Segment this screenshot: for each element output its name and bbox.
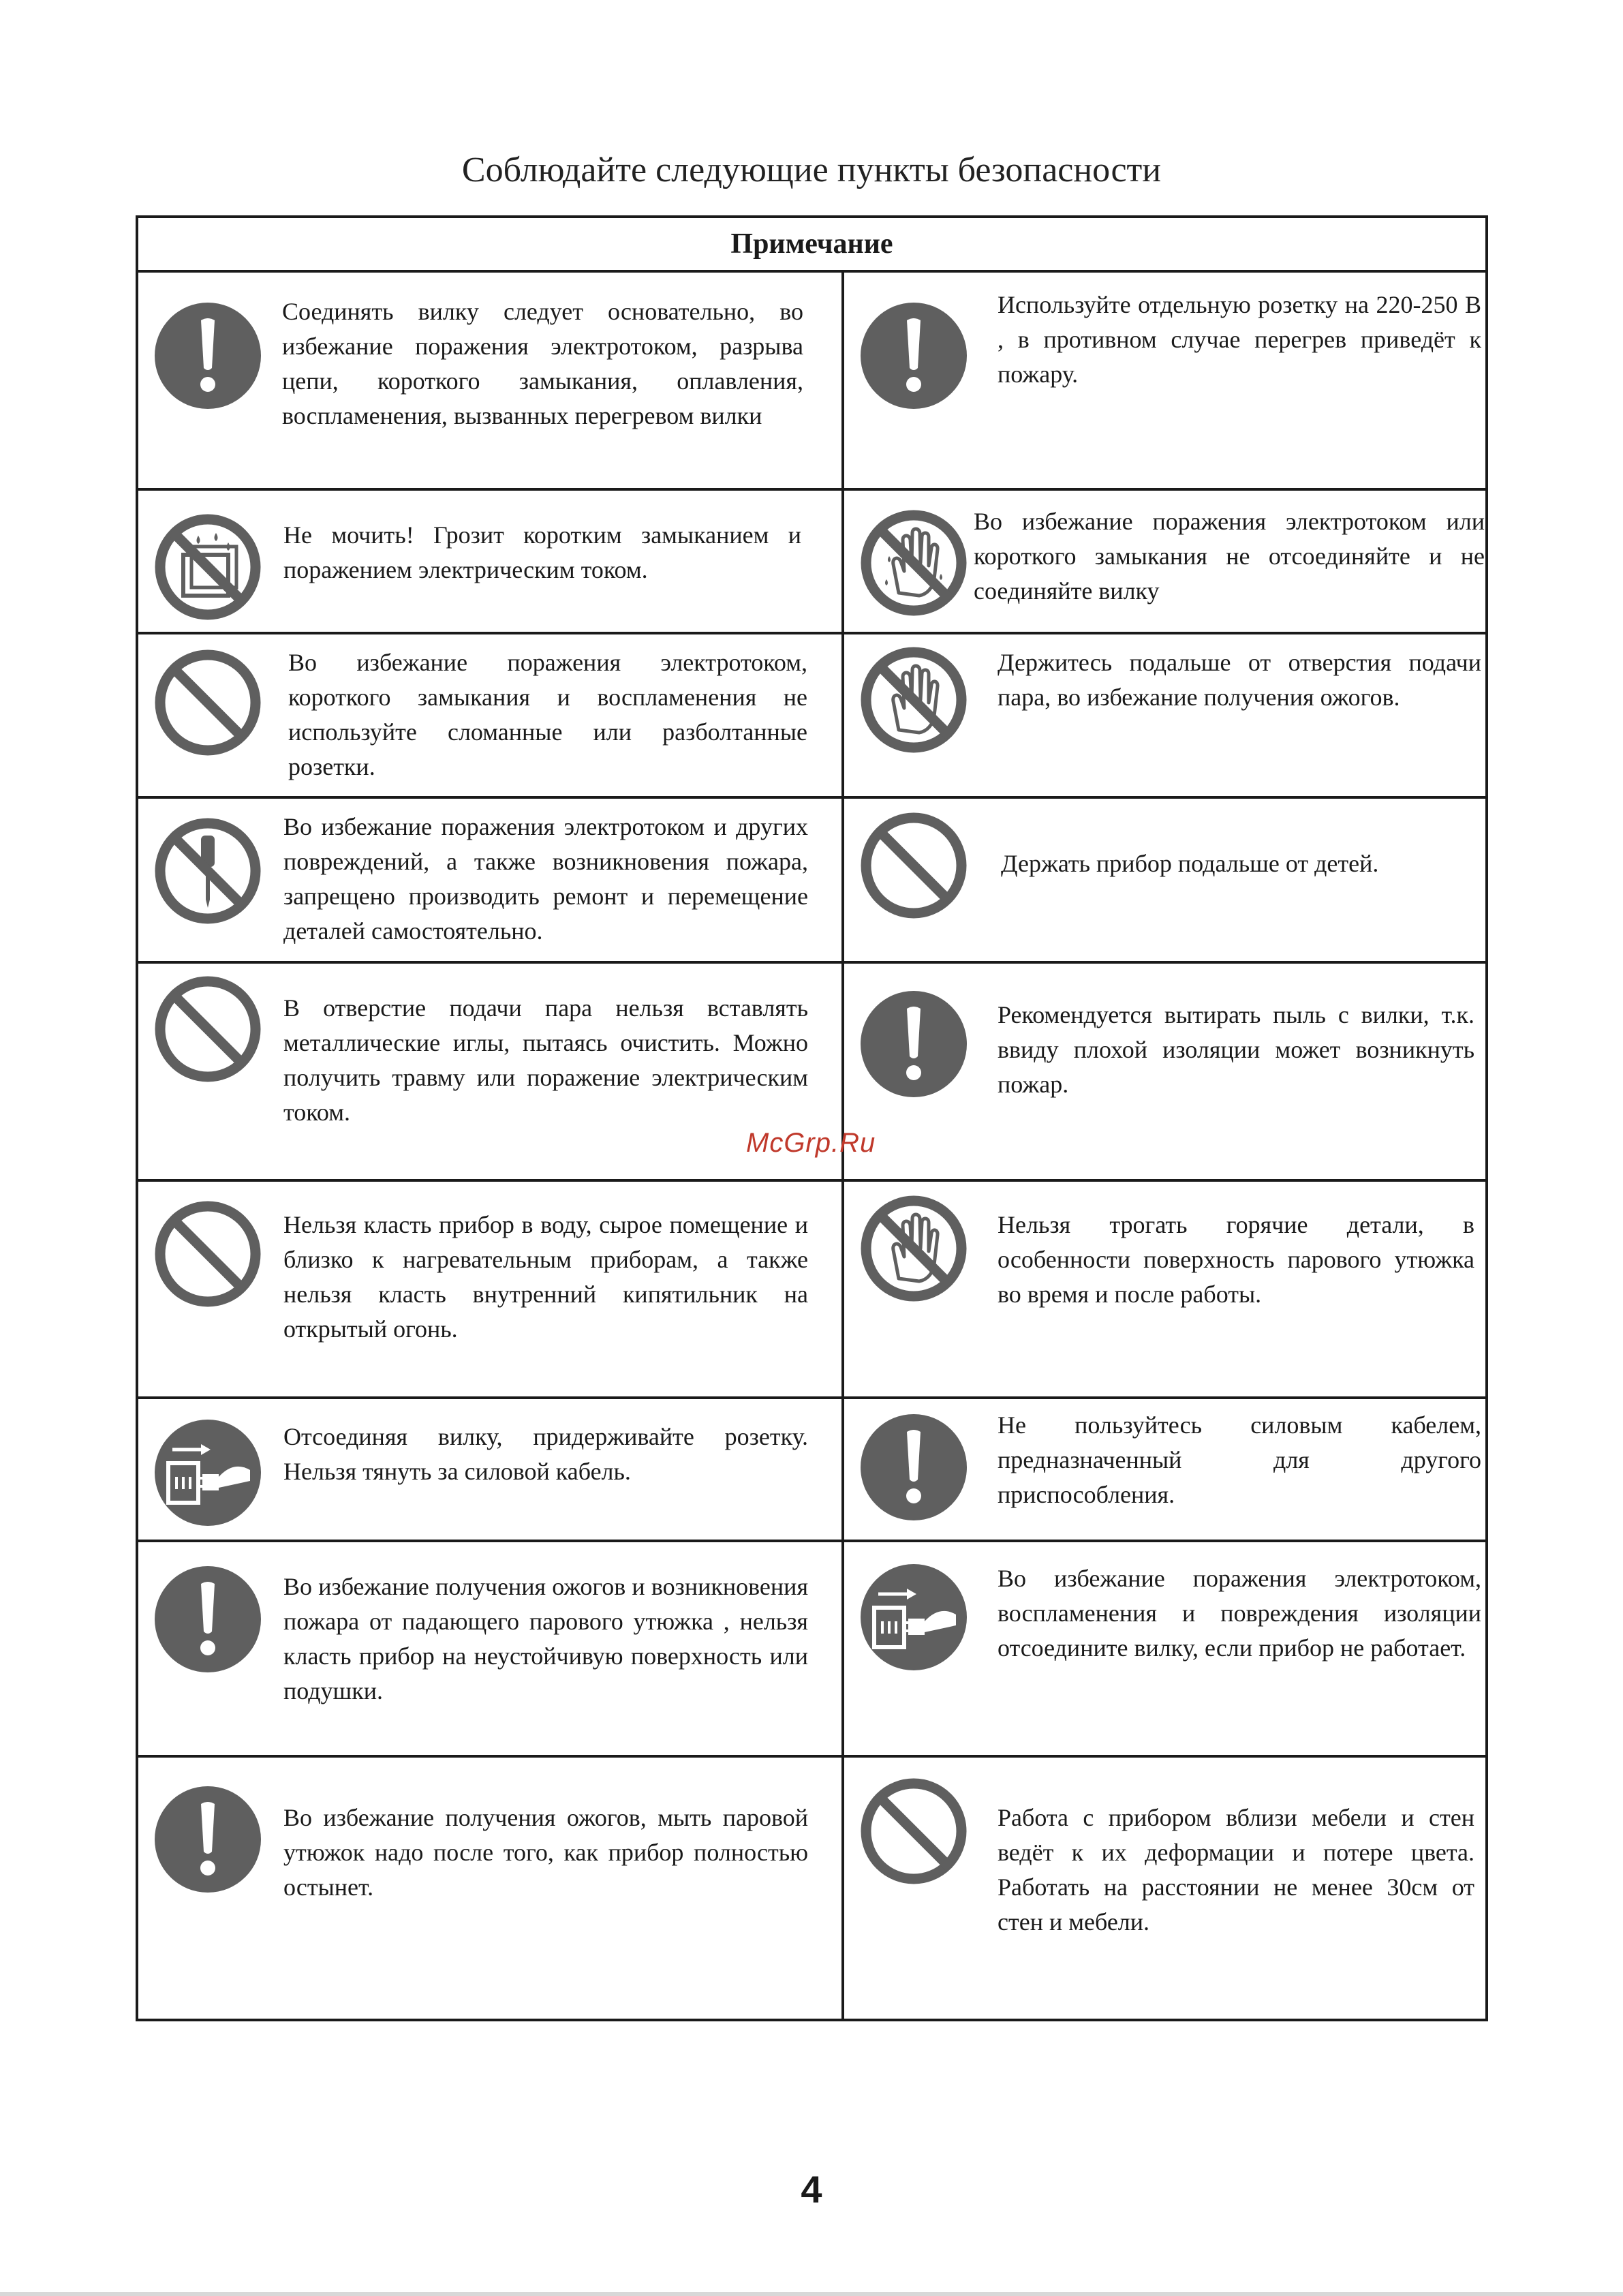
exclamation-icon [859, 990, 968, 1099]
notice-text: Во избежание поражения электротоком или короткого замыкания не отсоединяйте и не соединяйте вилку [974, 508, 1485, 604]
notice-cell [138, 797, 841, 962]
exclamation-icon [859, 301, 968, 410]
notice-cell [844, 962, 1488, 1180]
notice-text: Не мочить! Грозит коротким замыканием и поражением электрическим током. [283, 521, 801, 583]
safety-table [136, 215, 1488, 2021]
watermark: McGrp.Ru [746, 1128, 876, 1158]
notice-cell [844, 1756, 1488, 2021]
notice-text: Работа с прибором вблизи мебели и стен ведёт к их деформации и потере цвета. Работать на расстоянии не менее 30см от стен и мебели. [998, 1804, 1474, 1935]
notice-text: Во избежание поражения электротоком, воспламенения и повреждения изоляции отсоедините вилку, если прибор не работает. [998, 1565, 1481, 1662]
notice-cell [844, 489, 1488, 633]
table-header: Примечание [138, 218, 1485, 273]
notice-text: Отсоединяя вилку, придерживайте розетку. Нельзя тянуть за силовой кабель. [283, 1423, 808, 1485]
notice-text: Нельзя трогать горячие детали, в особенности поверхность парового утюжка во время и после работы. [998, 1211, 1474, 1308]
notice-text: Во избежание поражения электротоком и других повреждений, а также возникновения пожара, запрещено производить ремонт и перемещение деталей самостоятельно. [283, 813, 808, 945]
page-title: Соблюдайте следующие пункты безопасности [461, 151, 1162, 189]
exclamation-icon [153, 1565, 262, 1674]
notice-text: Нельзя класть прибор в воду, сырое помещение и близко к нагревательным приборам, а также нельзя класть внутренний кипятильник на открытый огонь. [283, 1211, 808, 1343]
bottom-band [0, 2292, 1623, 2296]
no-water-icon [153, 512, 262, 622]
exclamation-icon [859, 1413, 968, 1522]
prohibition-icon [153, 975, 262, 1084]
notice-cell [138, 962, 841, 1180]
prohibition-icon [859, 811, 968, 920]
exclamation-icon [153, 1785, 262, 1894]
notice-cell [138, 1756, 841, 2021]
notice-text: Во избежание поражения электротоком, короткого замыкания и воспламенения не используйте сломанные или разболтанные розетки. [288, 649, 807, 780]
notice-cell [844, 633, 1488, 797]
notice-cell [138, 633, 841, 797]
no-screwdriver-icon [153, 816, 262, 925]
notice-text: Во избежание получения ожогов и возникновения пожара от падающего парового утюжка , нельзя класть прибор на неустойчивую поверхность или подушки. [283, 1573, 808, 1704]
no-hand-icon [859, 645, 968, 754]
notice-text: Во избежание получения ожогов, мыть паровой утюжок надо после того, как прибор полностью остынет. [283, 1804, 808, 1901]
notice-text: Держитесь подальше от отверстия подачи пара, во избежание получения ожогов. [998, 649, 1481, 711]
no-hand-icon [859, 1194, 968, 1303]
no-wet-hand-icon [859, 508, 968, 617]
notice-cell [844, 273, 1488, 489]
prohibition-icon [859, 1777, 968, 1886]
notice-cell [844, 1541, 1488, 1756]
prohibition-icon [153, 1199, 262, 1308]
unplug-icon [859, 1563, 968, 1672]
notice-text: В отверстие подачи пара нельзя вставлять металлические иглы, пытаясь очистить. Можно получить травму или поражение электрическим током. [283, 994, 808, 1126]
page-number: 4 [801, 2168, 822, 2211]
notice-cell [844, 1398, 1488, 1541]
notice-text: Рекомендуется вытирать пыль с вилки, т.к. ввиду плохой изоляции может возникнуть пожар. [998, 1001, 1474, 1098]
notice-cell [844, 797, 1488, 962]
notice-text: Используйте отдельную розетку на 220-250 В , в противном случае перегрев приведёт к пожару. [998, 291, 1481, 388]
notice-text: Держать прибор подальше от детей. [1001, 850, 1379, 877]
notice-text: Соединять вилку следует основательно, во избежание поражения электротоком, разрыва цепи, короткого замыкания, оплавления, воспламенения, вызванных перегревом вилки [282, 298, 803, 429]
notice-cell [138, 273, 841, 489]
exclamation-icon [153, 301, 262, 410]
notice-text: Не пользуйтесь силовым кабелем, предназначенный для другого приспособления. [998, 1411, 1481, 1508]
notice-cell [138, 1541, 841, 1756]
notice-cell [138, 1398, 841, 1541]
notice-cell [138, 1180, 841, 1398]
unplug-icon [153, 1418, 262, 1527]
notice-cell [844, 1180, 1488, 1398]
prohibition-icon [153, 648, 262, 757]
notice-cell [138, 489, 841, 633]
